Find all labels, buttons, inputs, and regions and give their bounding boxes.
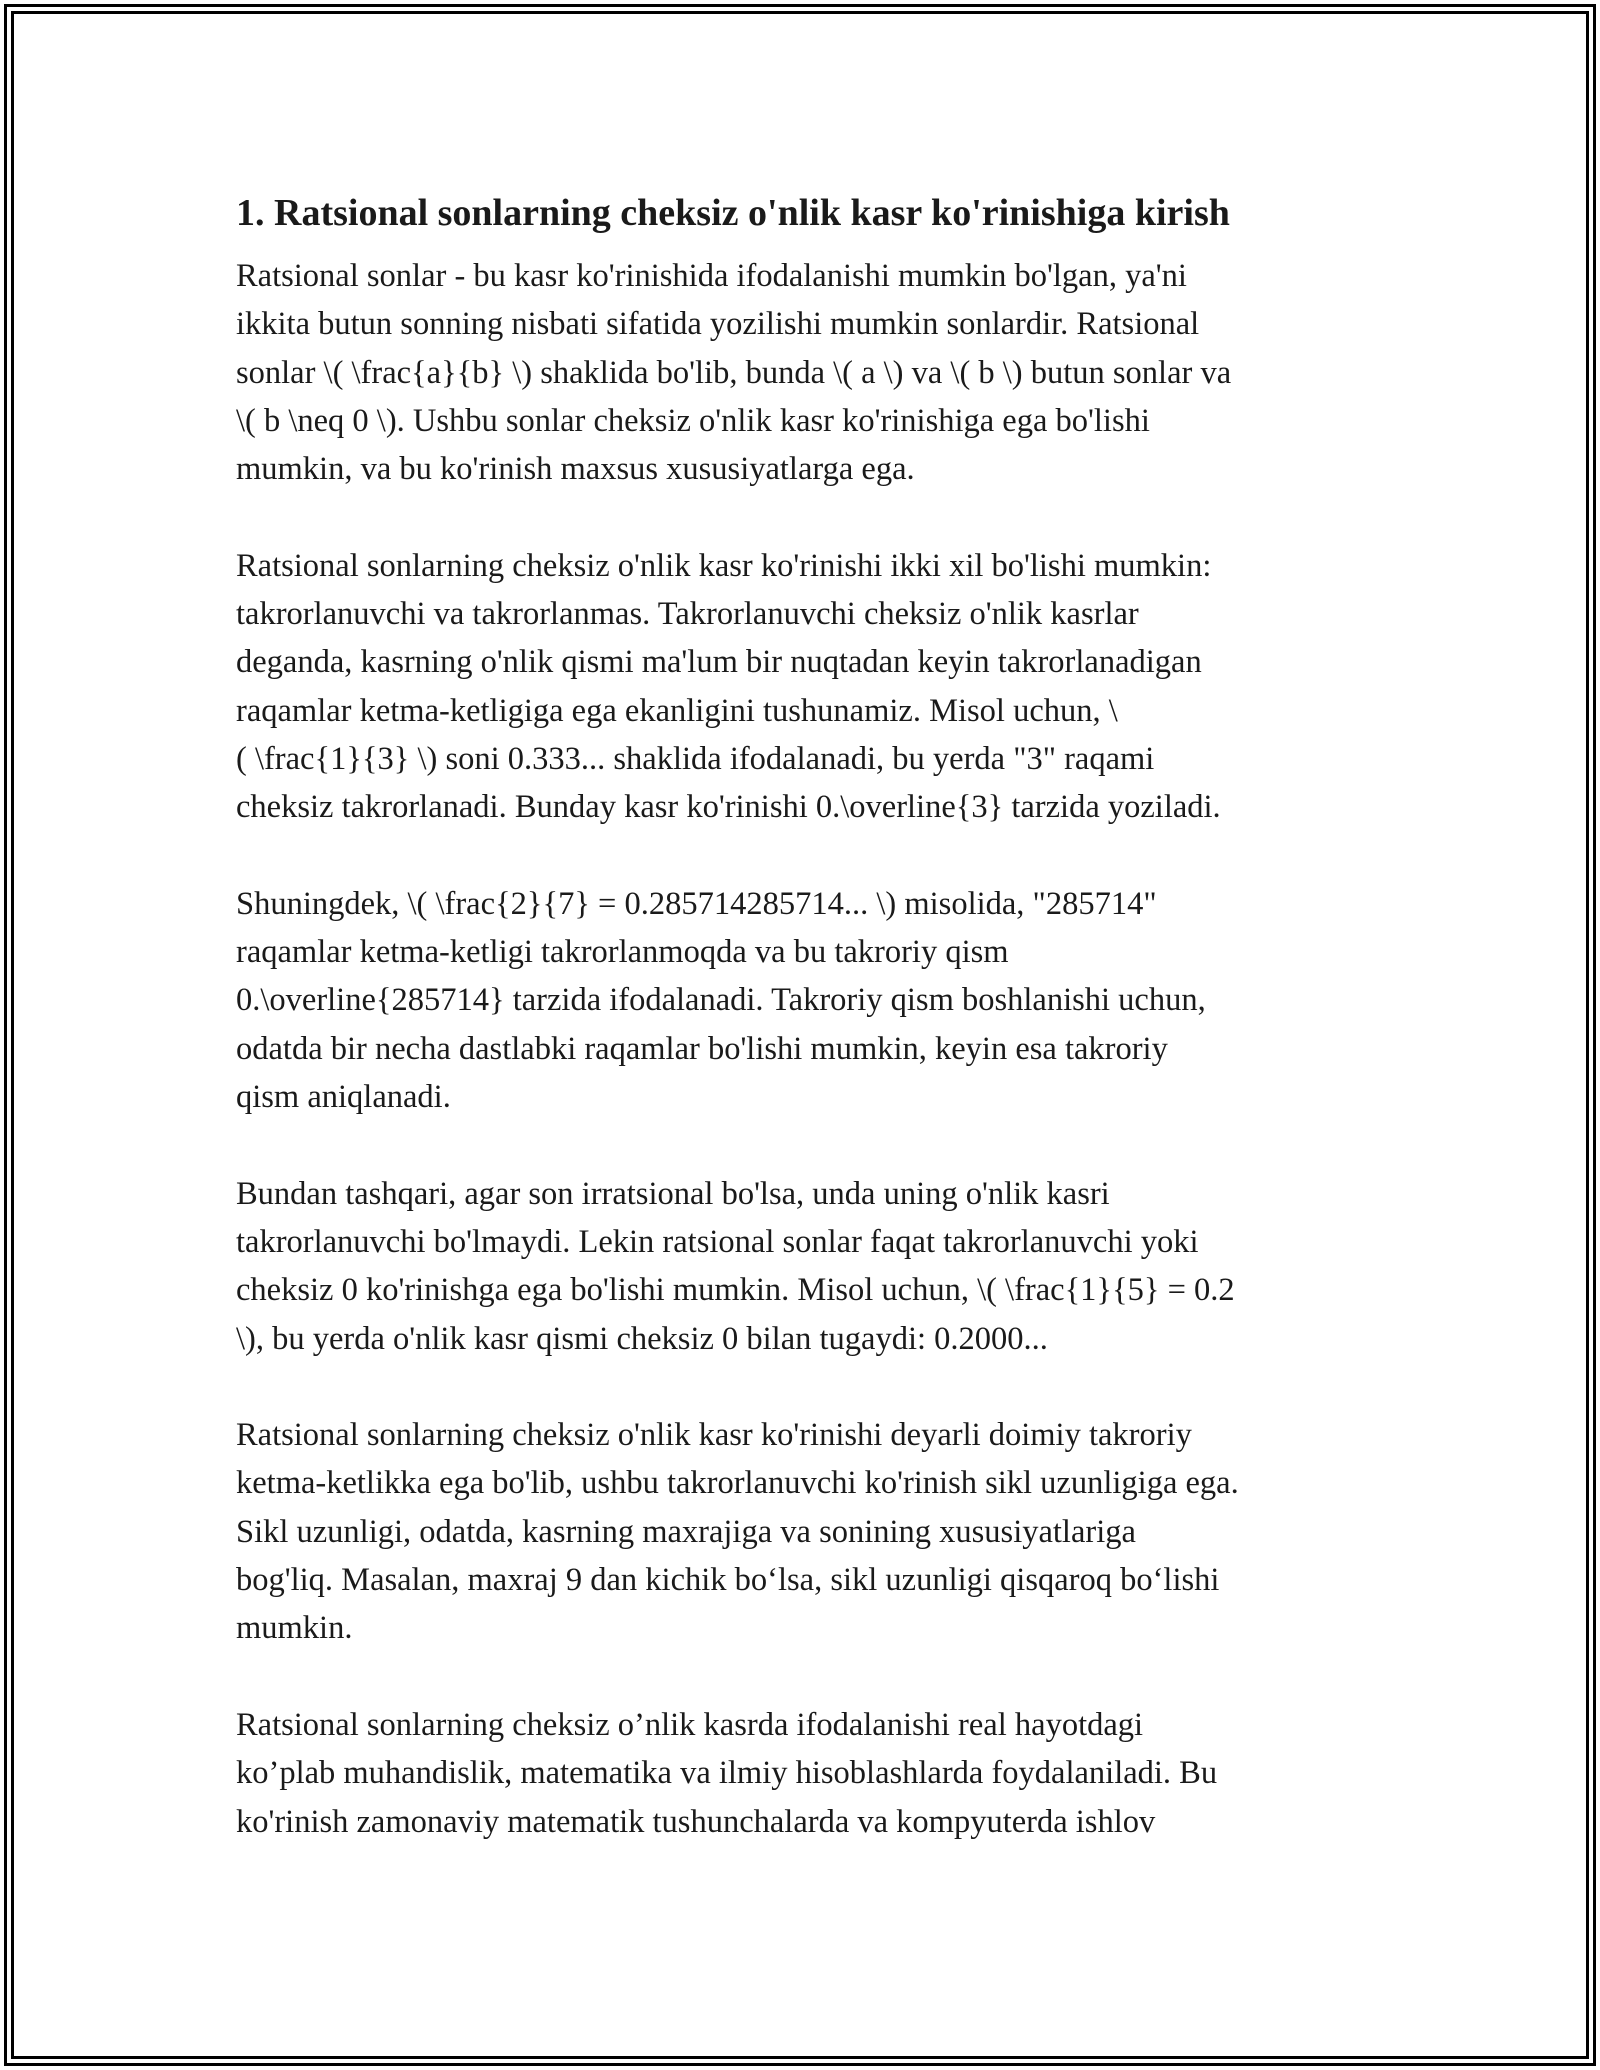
- paragraph-definition: Ratsional sonlar - bu kasr ko'rinishida ifodalanishi mumkin bo'lgan, ya'ni ikkita butun sonning nisbati sifatida yozilishi mumkin sonlardir. Ratsional sonlar \( \frac{a}{b} \) shaklida bo'lib, bunda \( a \) va \( b \) butun sonlar va \( b \neq 0 \). Ushbu sonlar cheksiz o'nlik kasr ko'rinishiga ega bo'lishi mumkin, va bu ko'rinish maxsus xususiyatlarga ega.: [236, 258, 1232, 488]
- paragraph-applications: Ratsional sonlarning cheksiz o’nlik kasrda ifodalanishi real hayotdagi ko’plab muhandislik, matematika va ilmiy hisoblashlarda foydalaniladi. Bu ko'rinish zamonaviy matematik tushunchalarda va kompyuterda ishlov: [236, 1706, 1218, 1840]
- paragraph-example-two-sevenths: Shuningdek, \( \frac{2}{7} = 0.285714285714... \) misolida, "285714" raqamlar ketma-ketligi takrorlanmoqda va bu takroriy qism 0.\overline{285714} tarzida ifodalanadi. Takroriy qism boshlanishi uchun, odatda bir necha dastlabki raqamlar bo'lishi mumkin, keyin esa takroriy qism aniqlanadi.: [236, 885, 1206, 1116]
- paragraph-repeating-decimals: Ratsional sonlarning cheksiz o'nlik kasr ko'rinishi ikki xil bo'lishi mumkin: takrorlanuvchi va takrorlanmas. Takrorlanuvchi cheksiz o'nlik kasrlar deganda, kasrning o'nlik qismi ma'lum bir nuqtadan keyin takrorlanadigan raqamlar ketma-ketligiga ega ekanligini tushunamiz. Misol uchun, \ ( \frac{1}{3} \) soni 0.333... shaklida ifodalanadi, bu yerda "3" raqami cheksiz takrorlanadi. Bunday kasr ko'rinishi 0.\overline{3} tarzida yoziladi.: [236, 547, 1221, 826]
- paragraph-irrational-note: Bundan tashqari, agar son irratsional bo'lsa, unda uning o'nlik kasri takrorlanuvchi bo'lmaydi. Lekin ratsional sonlar faqat takrorlanuvchi yoki cheksiz 0 ko'rinishga ega bo'lishi mumkin. Misol uchun, \( \frac{1}{5} = 0.2 \), bu yerda o'nlik kasr qismi cheksiz 0 bilan tugaydi: 0.2000...: [236, 1175, 1235, 1357]
- section-heading: 1. Ratsional sonlarning cheksiz o'nlik kasr ko'rinishiga kirish: [236, 192, 1230, 234]
- paragraph-cycle-length: Ratsional sonlarning cheksiz o'nlik kasr ko'rinishi deyarli doimiy takroriy ketma-ketlikka ega bo'lib, ushbu takrorlanuvchi ko'rinish sikl uzunligiga ega. Sikl uzunligi, odatda, kasrning maxrajiga va sonining xususiyatlariga bog'liq. Masalan, maxraj 9 dan kichik bo‘lsa, sikl uzunligi qisqaroq bo‘lishi mumkin.: [236, 1417, 1239, 1647]
- document-page: [236, 186, 1386, 1894]
